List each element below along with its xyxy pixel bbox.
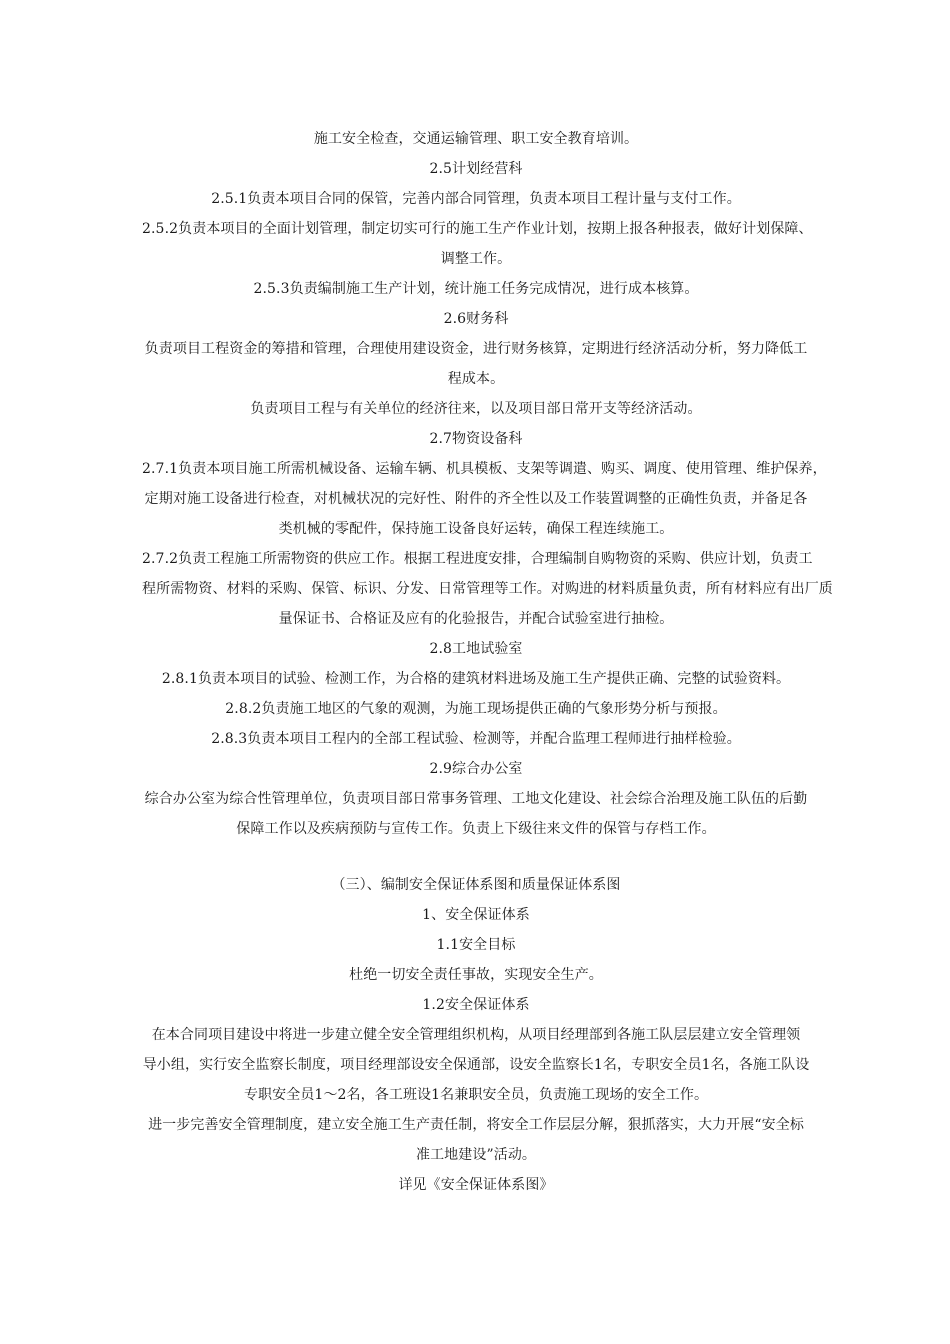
section-top	[142, 124, 833, 844]
text-line: 负责项目工程资金的筹措和管理，合理使用建设资金，进行财务核算，定期进行经济活动分析，努力降低工	[144, 341, 808, 357]
text-line: 定期对施工设备进行检查，对机械状况的完好性、附件的齐全性以及工作装置调整的正确性负责，并备足各	[144, 491, 808, 507]
text-line: 2.5.3负责编制施工生产计划，统计施工任务完成情况，进行成本核算。	[253, 281, 699, 297]
section-heading: 2.7物资设备科	[429, 431, 523, 447]
section-heading: 2.5计划经营科	[429, 161, 523, 177]
section-spacer	[142, 844, 810, 870]
text-line: 2.5.2负责本项目的全面计划管理，制定切实可行的施工生产作业计划，按期上报各种报表，做好计划保障、	[142, 221, 813, 237]
section-heading: 1.1安全目标	[436, 937, 516, 953]
text-line: 导小组，实行安全监察长制度，项目经理部设安全保通部，设安全监察长1名，专职安全员1名，各施工队设	[142, 1057, 810, 1073]
section-heading: 1、安全保证体系	[422, 907, 530, 923]
text-line: 2.8.2负责施工地区的气象的观测，为施工现场提供正确的气象形势分析与预报。	[225, 701, 727, 717]
text-line: 2.7.2负责工程施工所需物资的供应工作。根据工程进度安排，合理编制自购物资的采购、供应计划，负责工	[142, 551, 813, 567]
text-line: 进一步完善安全管理制度，建立安全施工生产责任制，将安全工作层层分解，狠抓落实，大力开展“安全标	[148, 1117, 804, 1133]
text-line: 综合办公室为综合性管理单位，负责项目部日常事务管理、工地文化建设、社会综合治理及施工队伍的后勤	[144, 791, 808, 807]
text-line: 专职安全员1～2名，各工班设1名兼职安全员，负责施工现场的安全工作。	[243, 1087, 709, 1103]
text-line: 2.5.1负责本项目合同的保管，完善内部合同管理，负责本项目工程计量与支付工作。	[211, 191, 741, 207]
text-line: 施工安全检查，交通运输管理、职工安全教育培训。	[313, 131, 639, 147]
text-line: 类机械的零配件，保持施工设备良好运转，确保工程连续施工。	[278, 521, 674, 537]
text-line: 程成本。	[447, 371, 505, 387]
text-line: 2.7.1负责本项目施工所需机械设备、运输车辆、机具模板、支架等调遣、购买、调度、使用管理、维护保养，	[142, 461, 827, 477]
text-line: 程所需物资、材料的采购、保管、标识、分发、日常管理等工作。对购进的材料质量负责，所有材料应有出厂质	[142, 581, 833, 597]
text-line: 负责项目工程与有关单位的经济往来，以及项目部日常开支等经济活动。	[250, 401, 702, 417]
chapter-heading: （三）、编制安全保证体系图和质量保证体系图	[331, 877, 621, 893]
text-line: 在本合同项目建设中将进一步建立健全安全管理组织机构，从项目经理部到各施工队层层建立安全管理领	[151, 1027, 801, 1043]
text-line: 杜绝一切安全责任事故，实现安全生产。	[349, 967, 603, 983]
text-line: 2.8.3负责本项目工程内的全部工程试验、检测等，并配合监理工程师进行抽样检验。	[211, 731, 741, 747]
text-line: 详见《安全保证体系图》	[398, 1177, 554, 1193]
text-line: 保障工作以及疾病预防与宣传工作。负责上下级往来文件的保管与存档工作。	[236, 821, 716, 837]
section-heading: 2.9综合办公室	[429, 761, 523, 777]
document-page	[142, 124, 833, 1200]
section-heading: 2.6财务科	[443, 311, 509, 327]
section-heading: 2.8工地试验室	[429, 641, 523, 657]
section-bottom	[142, 870, 810, 1200]
text-line: 调整工作。	[440, 251, 512, 267]
section-heading: 1.2安全保证体系	[422, 997, 530, 1013]
text-line: 量保证书、合格证及应有的化验报告，并配合试验室进行抽检。	[278, 611, 674, 627]
text-line: 2.8.1负责本项目的试验、检测工作，为合格的建筑材料进场及施工生产提供正确、完整的试验资料。	[161, 671, 791, 687]
text-line: 准工地建设”活动。	[415, 1147, 537, 1163]
